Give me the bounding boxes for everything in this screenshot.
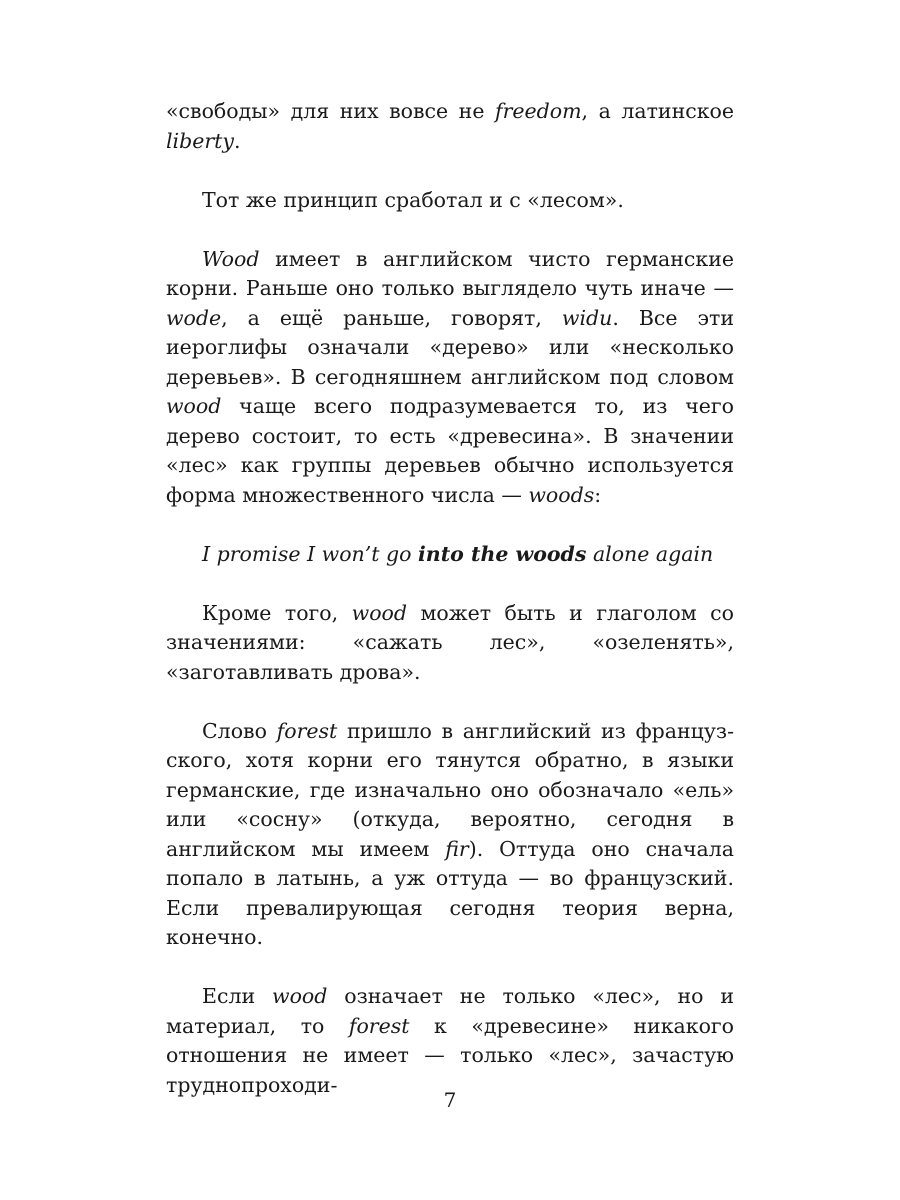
text: Если (202, 984, 273, 1008)
paragraph-5 (166, 599, 734, 688)
text: . (234, 128, 241, 153)
italic-word: freedom (494, 99, 582, 123)
text: alone again (586, 541, 714, 566)
page-number: 7 (443, 1088, 457, 1112)
text: . Все эти иероглифы означали «дерево» или «несколько деревьев». В сегодняшнем английском под словом (166, 305, 734, 389)
italic-word: Wood (202, 246, 260, 271)
text: Слово (202, 718, 277, 743)
text: имеет в английском чисто германские корни. Раньше оно только выглядело чуть иначе — (166, 246, 734, 300)
text: чаще всего подразумевается то, из чего дерево состоит, то есть «древесина». В значении «лес» как группы деревьев обычно используется форма множественного числа — (166, 394, 734, 507)
text: : (594, 482, 602, 507)
italic-word: woods (528, 482, 595, 507)
text: , а ещё раньше, говорят, (221, 305, 562, 330)
bold-phrase: into the woods (418, 541, 587, 566)
text: Кроме того, (202, 600, 352, 625)
text: Тот же принцип сработал и с «лесом». (202, 187, 624, 212)
italic-word: wood (351, 600, 407, 625)
text: ). Оттуда оно сначала попало в латынь, а уж оттуда — во французский. Если превалирующая сегодня теория верна, конечно. (166, 836, 734, 949)
italic-word: wode (166, 305, 222, 330)
italic-word: fir (445, 836, 469, 861)
paragraph-6 (166, 717, 734, 953)
text: означает не только «лес», но и материал, то (166, 984, 734, 1038)
paragraph-2 (166, 186, 734, 216)
paragraph-1 (166, 97, 734, 156)
text: может быть и глаголом со значениями: «сажать лес», «озеленять», «заготавливать дрова». (166, 600, 734, 684)
paragraph-7 (166, 982, 734, 1100)
text: «свободы» для них вовсе не (166, 99, 495, 123)
italic-word: widu (561, 305, 613, 330)
italic-word: forest (276, 718, 338, 743)
italic-word: wood (272, 984, 328, 1008)
italic-word: wood (166, 394, 222, 418)
example-sentence (166, 540, 734, 570)
page-body (166, 97, 734, 1130)
text: , а латинское (581, 99, 735, 123)
paragraph-3 (166, 245, 734, 511)
italic-word: forest (348, 1013, 410, 1038)
text: к «древесине» никакого отношения не имеет — только «лес», зачастую труднопроходи- (166, 1013, 734, 1097)
text: пришло в английский из французского, хотя корни его тянутся обратно, в языки германские, где изначально оно обозначало «ель» или «сосну» (откуда, вероятно, сегодня в английском мы имеем (166, 718, 735, 861)
text: I promise I won’t go (202, 541, 419, 566)
italic-word: liberty (166, 128, 234, 153)
